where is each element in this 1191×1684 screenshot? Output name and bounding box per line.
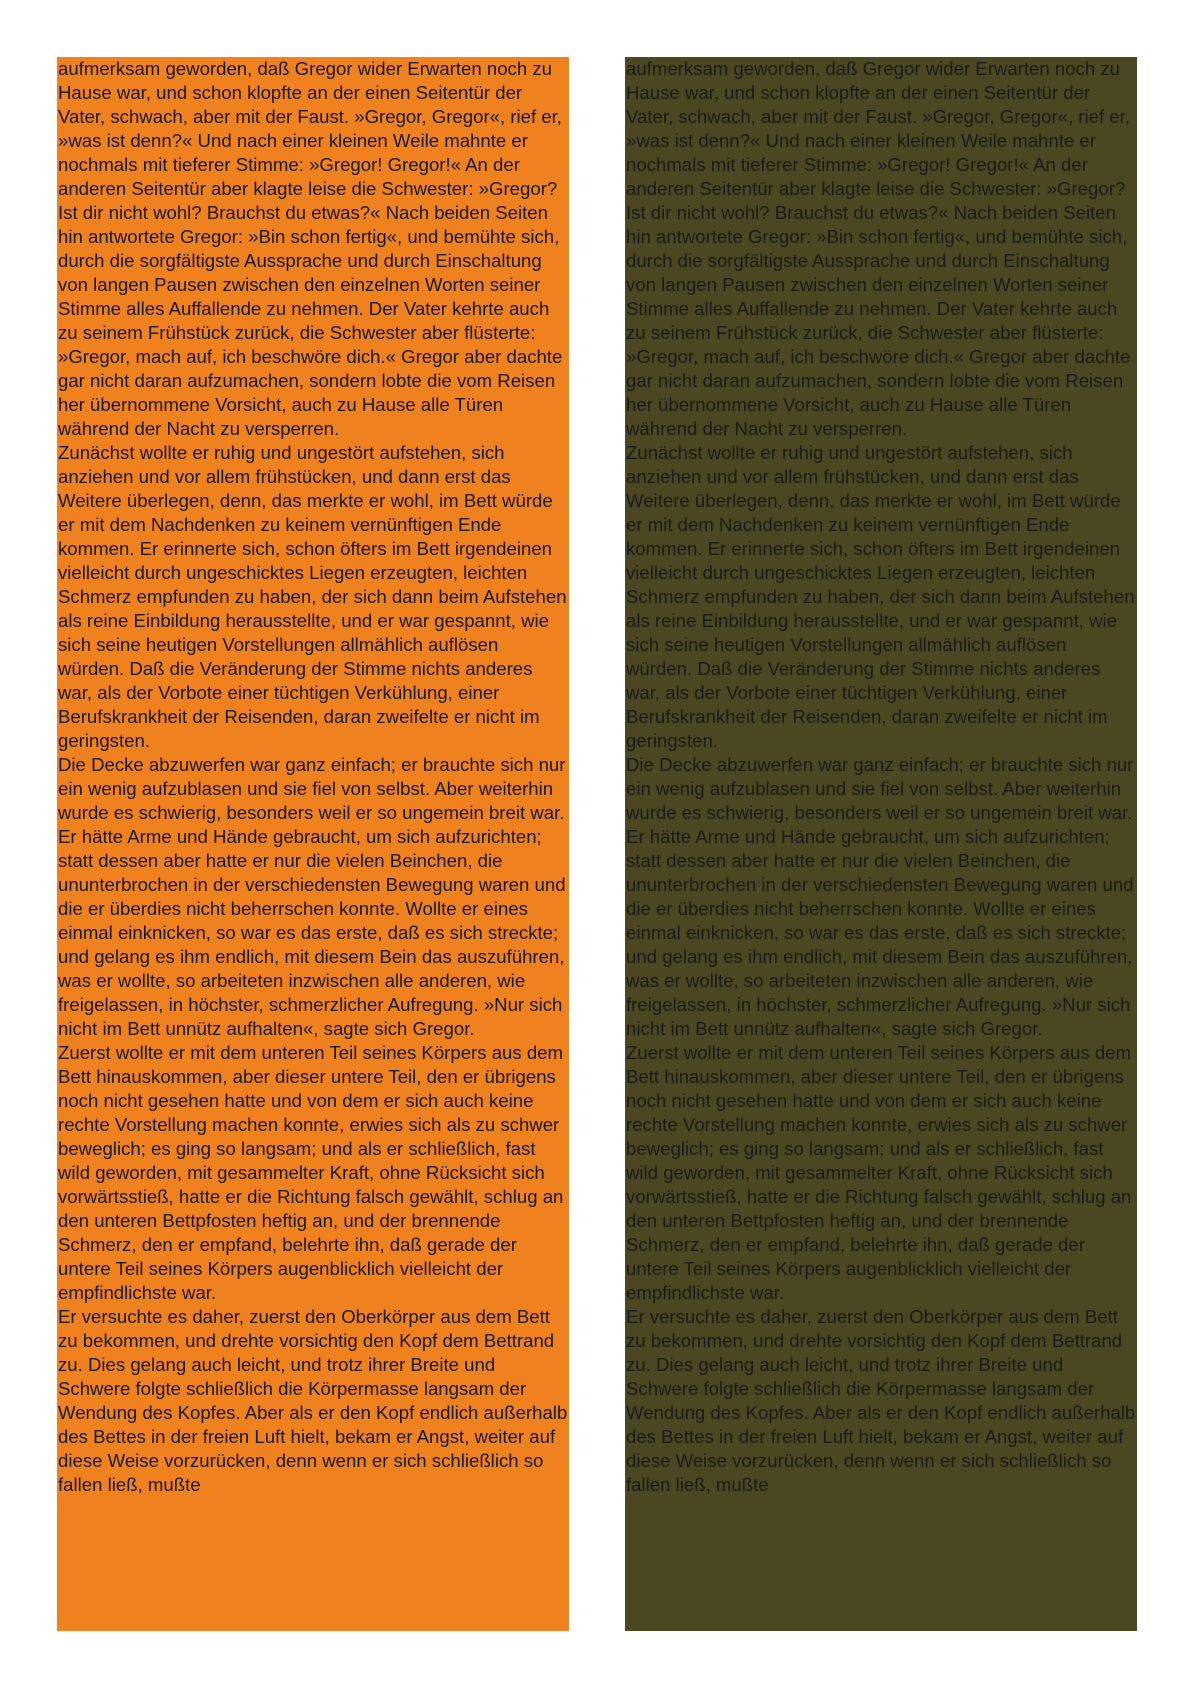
text-column-right xyxy=(625,57,1137,1631)
paragraph: Die Decke abzuwerfen war ganz einfach; er brauchte sich nur ein wenig aufzublasen und sie fiel von selbst. Aber weiterhin wurde es schwierig, besonders weil er so ungemein breit war. Er hätte Arme und Hände gebraucht, um sich aufzurichten; statt dessen aber hatte er nur die vielen Beinchen, die ununterbrochen in der verschiedensten Bewegung waren und die er überdies nicht beherrschen konnte. Wollte er eines einmal einknicken, so war es das erste, daß es sich streckte; und gelang es ihm endlich, mit diesem Bein das auszuführen, was er wollte, so arbeiteten inzwischen alle anderen, wie freigelassen, in höchster, schmerzlicher Aufregung. »Nur sich nicht im Bett unnütz aufhalten«, sagte sich Gregor. xyxy=(626,754,1134,1039)
paragraph: aufmerksam geworden, daß Gregor wider Erwarten noch zu Hause war, und schon klopfte an der einen Seitentür der Vater, schwach, aber mit der Faust. »Gregor, Gregor«, rief er, »was ist denn?« Und nach einer kleinen Weile mahnte er nochmals mit tieferer Stimme: »Gregor! Gregor!« An der anderen Seitentür aber klagte leise die Schwester: »Gregor? Ist dir nicht wohl? Brauchst du etwas?« Nach beiden Seiten hin antwortete Gregor: »Bin schon fertig«, und bemühte sich, durch die sorgfältigste Aussprache und durch Einschaltung von langen Pausen zwischen den einzelnen Worten seiner Stimme alles Auffallende zu nehmen. Der Vater kehrte auch zu seinem Frühstück zurück, die Schwester aber flüsterte: »Gregor, mach auf, ich beschwöre dich.« Gregor aber dachte gar nicht daran aufzumachen, sondern lobte die vom Reisen her übernommene Vorsicht, auch zu Hause alle Türen während der Nacht zu versperren. xyxy=(58,58,563,439)
paragraph: Er versuchte es daher, zuerst den Oberkörper aus dem Bett zu bekommen, und drehte vorsichtig den Kopf dem Bettrand zu. Dies gelang auch leicht, und trotz ihrer Breite und Schwere folgte schließlich die Körpermasse langsam der Wendung des Kopfes. Aber als er den Kopf endlich außerhalb des Bettes in der freien Luft hielt, bekam er Angst, weiter auf diese Weise vorzurücken, denn wenn er sich schließlich so fallen ließ, mußte xyxy=(626,1306,1136,1495)
paragraph: aufmerksam geworden, daß Gregor wider Erwarten noch zu Hause war, und schon klopfte an der einen Seitentür der Vater, schwach, aber mit der Faust. »Gregor, Gregor«, rief er, »was ist denn?« Und nach einer kleinen Weile mahnte er nochmals mit tieferer Stimme: »Gregor! Gregor!« An der anderen Seitentür aber klagte leise die Schwester: »Gregor? Ist dir nicht wohl? Brauchst du etwas?« Nach beiden Seiten hin antwortete Gregor: »Bin schon fertig«, und bemühte sich, durch die sorgfältigste Aussprache und durch Einschaltung von langen Pausen zwischen den einzelnen Worten seiner Stimme alles Auffallende zu nehmen. Der Vater kehrte auch zu seinem Frühstück zurück, die Schwester aber flüsterte: »Gregor, mach auf, ich beschwöre dich.« Gregor aber dachte gar nicht daran aufzumachen, sondern lobte die vom Reisen her übernommene Vorsicht, auch zu Hause alle Türen während der Nacht zu versperren. xyxy=(626,58,1131,439)
text-column-left xyxy=(57,57,569,1631)
paragraph: Er versuchte es daher, zuerst den Oberkörper aus dem Bett zu bekommen, und drehte vorsichtig den Kopf dem Bettrand zu. Dies gelang auch leicht, und trotz ihrer Breite und Schwere folgte schließlich die Körpermasse langsam der Wendung des Kopfes. Aber als er den Kopf endlich außerhalb des Bettes in der freien Luft hielt, bekam er Angst, weiter auf diese Weise vorzurücken, denn wenn er sich schließlich so fallen ließ, mußte xyxy=(58,1306,568,1495)
paragraph: Die Decke abzuwerfen war ganz einfach; er brauchte sich nur ein wenig aufzublasen und sie fiel von selbst. Aber weiterhin wurde es schwierig, besonders weil er so ungemein breit war. Er hätte Arme und Hände gebraucht, um sich aufzurichten; statt dessen aber hatte er nur die vielen Beinchen, die ununterbrochen in der verschiedensten Bewegung waren und die er überdies nicht beherrschen konnte. Wollte er eines einmal einknicken, so war es das erste, daß es sich streckte; und gelang es ihm endlich, mit diesem Bein das auszuführen, was er wollte, so arbeiteten inzwischen alle anderen, wie freigelassen, in höchster, schmerzlicher Aufregung. »Nur sich nicht im Bett unnütz aufhalten«, sagte sich Gregor. xyxy=(58,754,566,1039)
paragraph: Zunächst wollte er ruhig und ungestört aufstehen, sich anziehen und vor allem frühstücken, und dann erst das Weitere überlegen, denn, das merkte er wohl, im Bett würde er mit dem Nachdenken zu keinem vernünftigen Ende kommen. Er erinnerte sich, schon öfters im Bett irgendeinen vielleicht durch ungeschicktes Liegen erzeugten, leichten Schmerz empfunden zu haben, der sich dann beim Aufstehen als reine Einbildung herausstellte, und er war gespannt, wie sich seine heutigen Vorstellungen allmählich auflösen würden. Daß die Veränderung der Stimme nichts anderes war, als der Vorbote einer tüchtigen Verkühlung, einer Berufskrankheit der Reisenden, daran zweifelte er nicht im geringsten. xyxy=(626,442,1135,751)
paragraph: Zuerst wollte er mit dem unteren Teil seines Körpers aus dem Bett hinauskommen, aber dieser untere Teil, den er übrigens noch nicht gesehen hatte und von dem er sich auch keine rechte Vorstellung machen konnte, erwies sich als zu schwer beweglich; es ging so langsam; und als er schließlich, fast wild geworden, mit gesammelter Kraft, ohne Rücksicht sich vorwärtsstieß, hatte er die Richtung falsch gewählt, schlug an den unteren Bettpfosten heftig an, und der brennende Schmerz, den er empfand, belehrte ihn, daß gerade der untere Teil seines Körpers augenblicklich vielleicht der empfindlichste war. xyxy=(58,1042,564,1303)
paragraph: Zuerst wollte er mit dem unteren Teil seines Körpers aus dem Bett hinauskommen, aber dieser untere Teil, den er übrigens noch nicht gesehen hatte und von dem er sich auch keine rechte Vorstellung machen konnte, erwies sich als zu schwer beweglich; es ging so langsam; und als er schließlich, fast wild geworden, mit gesammelter Kraft, ohne Rücksicht sich vorwärtsstieß, hatte er die Richtung falsch gewählt, schlug an den unteren Bettpfosten heftig an, und der brennende Schmerz, den er empfand, belehrte ihn, daß gerade der untere Teil seines Körpers augenblicklich vielleicht der empfindlichste war. xyxy=(626,1042,1132,1303)
paragraph: Zunächst wollte er ruhig und ungestört aufstehen, sich anziehen und vor allem frühstücken, und dann erst das Weitere überlegen, denn, das merkte er wohl, im Bett würde er mit dem Nachdenken zu keinem vernünftigen Ende kommen. Er erinnerte sich, schon öfters im Bett irgendeinen vielleicht durch ungeschicktes Liegen erzeugten, leichten Schmerz empfunden zu haben, der sich dann beim Aufstehen als reine Einbildung herausstellte, und er war gespannt, wie sich seine heutigen Vorstellungen allmählich auflösen würden. Daß die Veränderung der Stimme nichts anderes war, als der Vorbote einer tüchtigen Verkühlung, einer Berufskrankheit der Reisenden, daran zweifelte er nicht im geringsten. xyxy=(58,442,567,751)
